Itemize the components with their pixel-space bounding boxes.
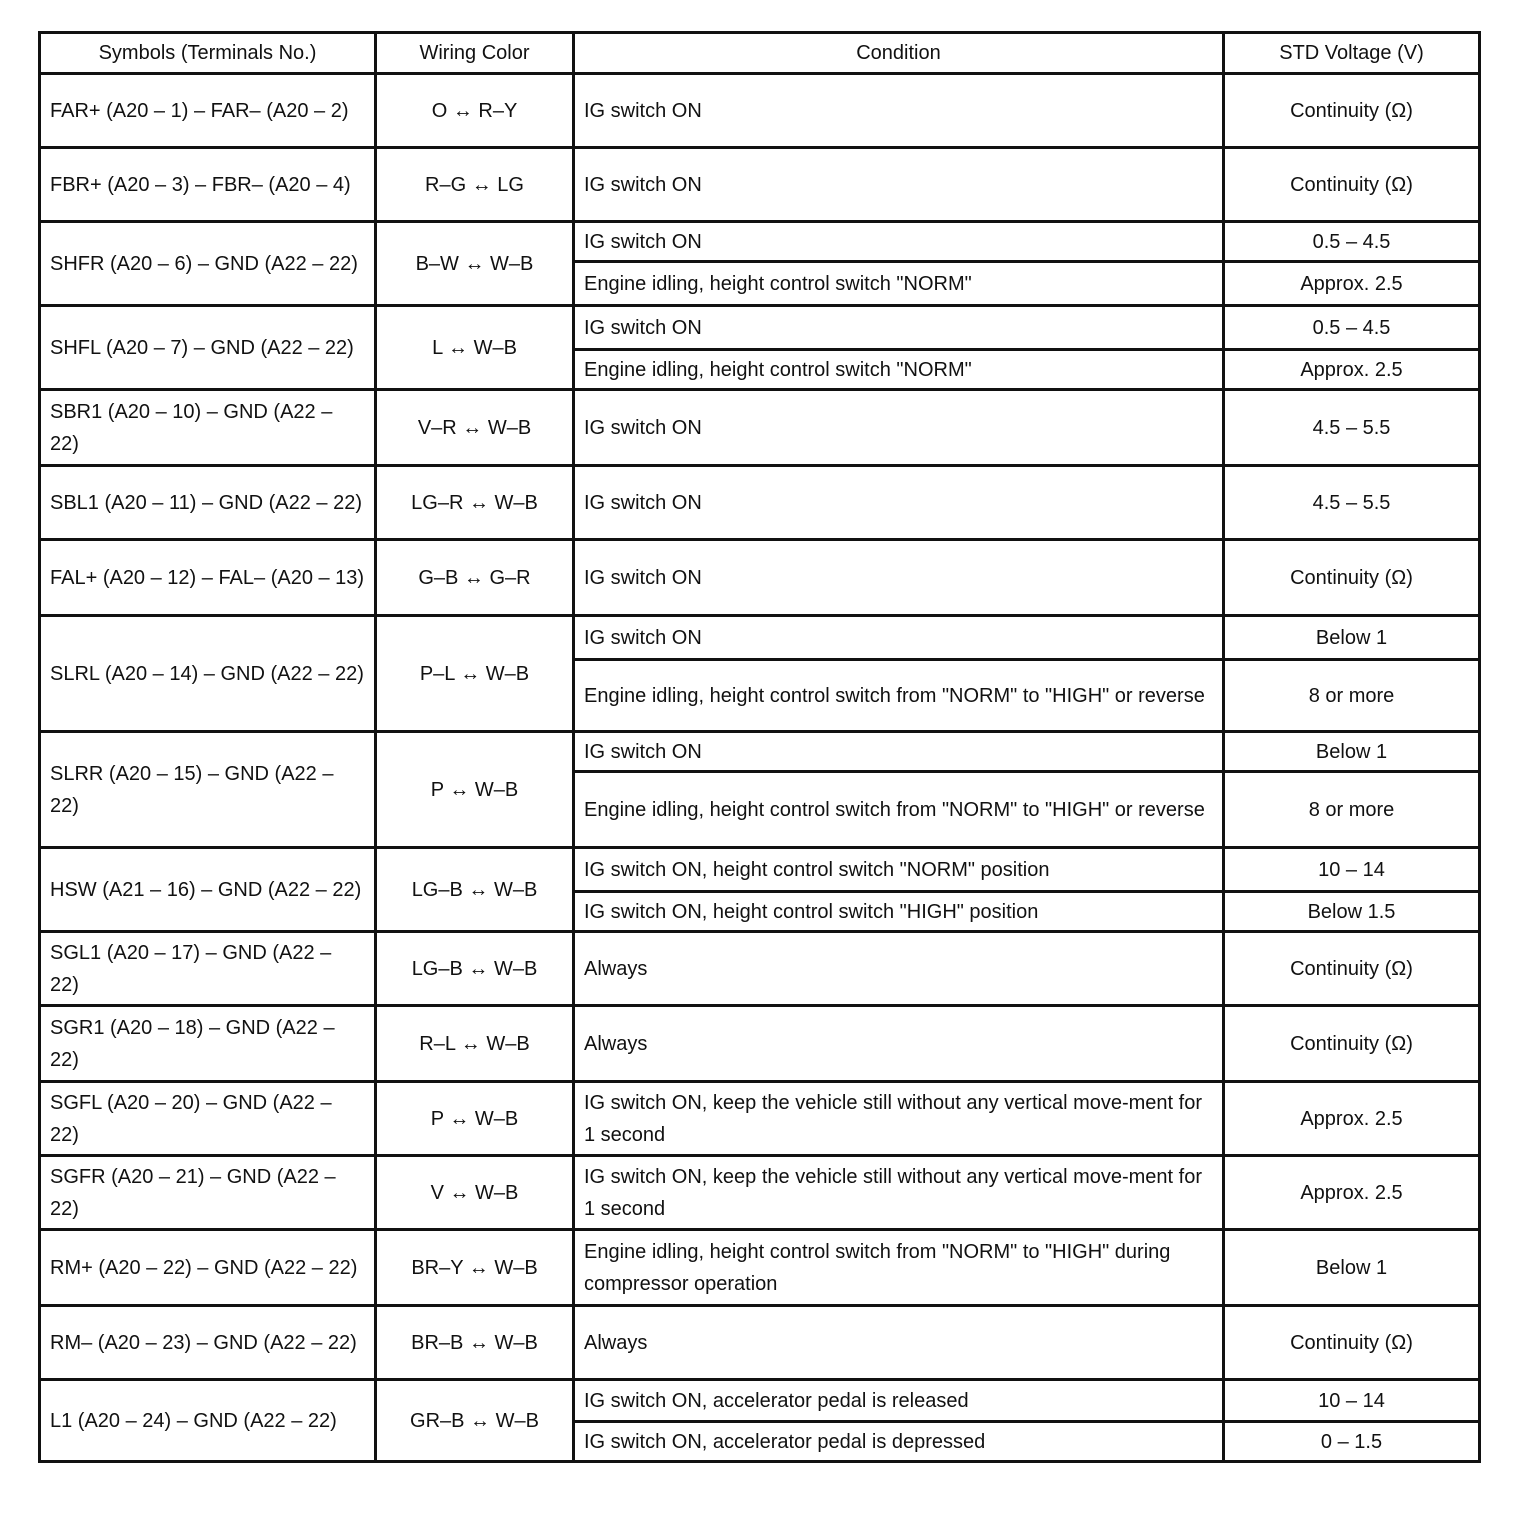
condition-cell: IG switch ON <box>574 540 1224 616</box>
wiring-color-cell: LG–B ↔ W–B <box>376 932 574 1006</box>
condition-cell: IG switch ON <box>574 306 1224 350</box>
condition-cell: IG switch ON, accelerator pedal is released <box>574 1380 1224 1422</box>
condition-cell: Engine idling, height control switch from "NORM" to "HIGH" or reverse <box>574 660 1224 732</box>
wiring-color-cell: BR–Y ↔ W–B <box>376 1230 574 1306</box>
condition-cell: IG switch ON, accelerator pedal is depressed <box>574 1422 1224 1462</box>
table-row <box>40 466 1480 540</box>
condition-cell: IG switch ON <box>574 466 1224 540</box>
symbol-cell: SGL1 (A20 – 17) – GND (A22 – 22) <box>40 932 376 1006</box>
wiring-color-cell: B–W ↔ W–B <box>376 222 574 306</box>
condition-cell: IG switch ON <box>574 222 1224 262</box>
condition-cell: Engine idling, height control switch "NORM" <box>574 262 1224 306</box>
condition-cell: Engine idling, height control switch "NORM" <box>574 350 1224 390</box>
symbol-cell: SBL1 (A20 – 11) – GND (A22 – 22) <box>40 466 376 540</box>
wiring-color-cell: GR–B ↔ W–B <box>376 1380 574 1462</box>
symbol-cell: SLRL (A20 – 14) – GND (A22 – 22) <box>40 616 376 732</box>
table-row <box>40 1306 1480 1380</box>
std-voltage-cell: Continuity (Ω) <box>1224 1306 1480 1380</box>
header-std-voltage: STD Voltage (V) <box>1224 33 1480 74</box>
table-row <box>40 732 1480 772</box>
table-row <box>40 1082 1480 1156</box>
table-row <box>40 306 1480 350</box>
table-row <box>40 1156 1480 1230</box>
wiring-color-cell: R–L ↔ W–B <box>376 1006 574 1082</box>
std-voltage-cell: Continuity (Ω) <box>1224 74 1480 148</box>
condition-cell: IG switch ON <box>574 732 1224 772</box>
std-voltage-cell: 8 or more <box>1224 660 1480 732</box>
symbol-cell: RM+ (A20 – 22) – GND (A22 – 22) <box>40 1230 376 1306</box>
wiring-color-cell: P ↔ W–B <box>376 1082 574 1156</box>
std-voltage-cell: Approx. 2.5 <box>1224 262 1480 306</box>
table-row <box>40 616 1480 660</box>
condition-cell: IG switch ON, height control switch "NORM" position <box>574 848 1224 892</box>
symbol-cell: FBR+ (A20 – 3) – FBR– (A20 – 4) <box>40 148 376 222</box>
condition-cell: IG switch ON <box>574 616 1224 660</box>
condition-cell: Always <box>574 1006 1224 1082</box>
wiring-color-cell: BR–B ↔ W–B <box>376 1306 574 1380</box>
wiring-color-cell: V ↔ W–B <box>376 1156 574 1230</box>
symbol-cell: HSW (A21 – 16) – GND (A22 – 22) <box>40 848 376 932</box>
condition-cell: Always <box>574 1306 1224 1380</box>
terminal-spec-table <box>38 31 1481 1463</box>
header-symbols: Symbols (Terminals No.) <box>40 33 376 74</box>
std-voltage-cell: 4.5 – 5.5 <box>1224 390 1480 466</box>
table-row <box>40 1380 1480 1422</box>
wiring-color-cell: LG–R ↔ W–B <box>376 466 574 540</box>
condition-cell: Engine idling, height control switch from "NORM" to "HIGH" during compressor operation <box>574 1230 1224 1306</box>
table-row <box>40 148 1480 222</box>
table-row <box>40 848 1480 892</box>
std-voltage-cell: Continuity (Ω) <box>1224 540 1480 616</box>
std-voltage-cell: 8 or more <box>1224 772 1480 848</box>
symbol-cell: SBR1 (A20 – 10) – GND (A22 – 22) <box>40 390 376 466</box>
header-wiring-color: Wiring Color <box>376 33 574 74</box>
symbol-cell: RM– (A20 – 23) – GND (A22 – 22) <box>40 1306 376 1380</box>
condition-cell: IG switch ON, height control switch "HIGH" position <box>574 892 1224 932</box>
table-row <box>40 390 1480 466</box>
std-voltage-cell: Approx. 2.5 <box>1224 1156 1480 1230</box>
symbol-cell: FAR+ (A20 – 1) – FAR– (A20 – 2) <box>40 74 376 148</box>
wiring-color-cell: R–G ↔ LG <box>376 148 574 222</box>
std-voltage-cell: 4.5 – 5.5 <box>1224 466 1480 540</box>
condition-cell: IG switch ON <box>574 148 1224 222</box>
wiring-color-cell: O ↔ R–Y <box>376 74 574 148</box>
condition-cell: IG switch ON <box>574 74 1224 148</box>
header-condition: Condition <box>574 33 1224 74</box>
std-voltage-cell: Below 1 <box>1224 1230 1480 1306</box>
table-row <box>40 1230 1480 1306</box>
std-voltage-cell: 0.5 – 4.5 <box>1224 306 1480 350</box>
wiring-color-cell: L ↔ W–B <box>376 306 574 390</box>
wiring-color-cell: LG–B ↔ W–B <box>376 848 574 932</box>
table-row <box>40 74 1480 148</box>
table-row <box>40 1006 1480 1082</box>
table-body <box>40 74 1480 1462</box>
std-voltage-cell: 0 – 1.5 <box>1224 1422 1480 1462</box>
std-voltage-cell: Continuity (Ω) <box>1224 148 1480 222</box>
condition-cell: IG switch ON, keep the vehicle still without any vertical move-ment for 1 second <box>574 1156 1224 1230</box>
symbol-cell: L1 (A20 – 24) – GND (A22 – 22) <box>40 1380 376 1462</box>
std-voltage-cell: 0.5 – 4.5 <box>1224 222 1480 262</box>
std-voltage-cell: 10 – 14 <box>1224 848 1480 892</box>
table-row <box>40 932 1480 1006</box>
header-row <box>40 33 1480 74</box>
symbol-cell: SGFR (A20 – 21) – GND (A22 – 22) <box>40 1156 376 1230</box>
std-voltage-cell: Continuity (Ω) <box>1224 932 1480 1006</box>
table-row <box>40 222 1480 262</box>
symbol-cell: SHFR (A20 – 6) – GND (A22 – 22) <box>40 222 376 306</box>
condition-cell: IG switch ON, keep the vehicle still without any vertical move-ment for 1 second <box>574 1082 1224 1156</box>
std-voltage-cell: Below 1.5 <box>1224 892 1480 932</box>
symbol-cell: FAL+ (A20 – 12) – FAL– (A20 – 13) <box>40 540 376 616</box>
std-voltage-cell: Approx. 2.5 <box>1224 1082 1480 1156</box>
std-voltage-cell: Below 1 <box>1224 732 1480 772</box>
symbol-cell: SHFL (A20 – 7) – GND (A22 – 22) <box>40 306 376 390</box>
std-voltage-cell: Continuity (Ω) <box>1224 1006 1480 1082</box>
wiring-color-cell: G–B ↔ G–R <box>376 540 574 616</box>
symbol-cell: SGFL (A20 – 20) – GND (A22 – 22) <box>40 1082 376 1156</box>
condition-cell: Always <box>574 932 1224 1006</box>
wiring-color-cell: V–R ↔ W–B <box>376 390 574 466</box>
table-row <box>40 540 1480 616</box>
symbol-cell: SLRR (A20 – 15) – GND (A22 – 22) <box>40 732 376 848</box>
std-voltage-cell: Approx. 2.5 <box>1224 350 1480 390</box>
condition-cell: IG switch ON <box>574 390 1224 466</box>
wiring-color-cell: P ↔ W–B <box>376 732 574 848</box>
wiring-color-cell: P–L ↔ W–B <box>376 616 574 732</box>
condition-cell: Engine idling, height control switch from "NORM" to "HIGH" or reverse <box>574 772 1224 848</box>
std-voltage-cell: Below 1 <box>1224 616 1480 660</box>
symbol-cell: SGR1 (A20 – 18) – GND (A22 – 22) <box>40 1006 376 1082</box>
std-voltage-cell: 10 – 14 <box>1224 1380 1480 1422</box>
